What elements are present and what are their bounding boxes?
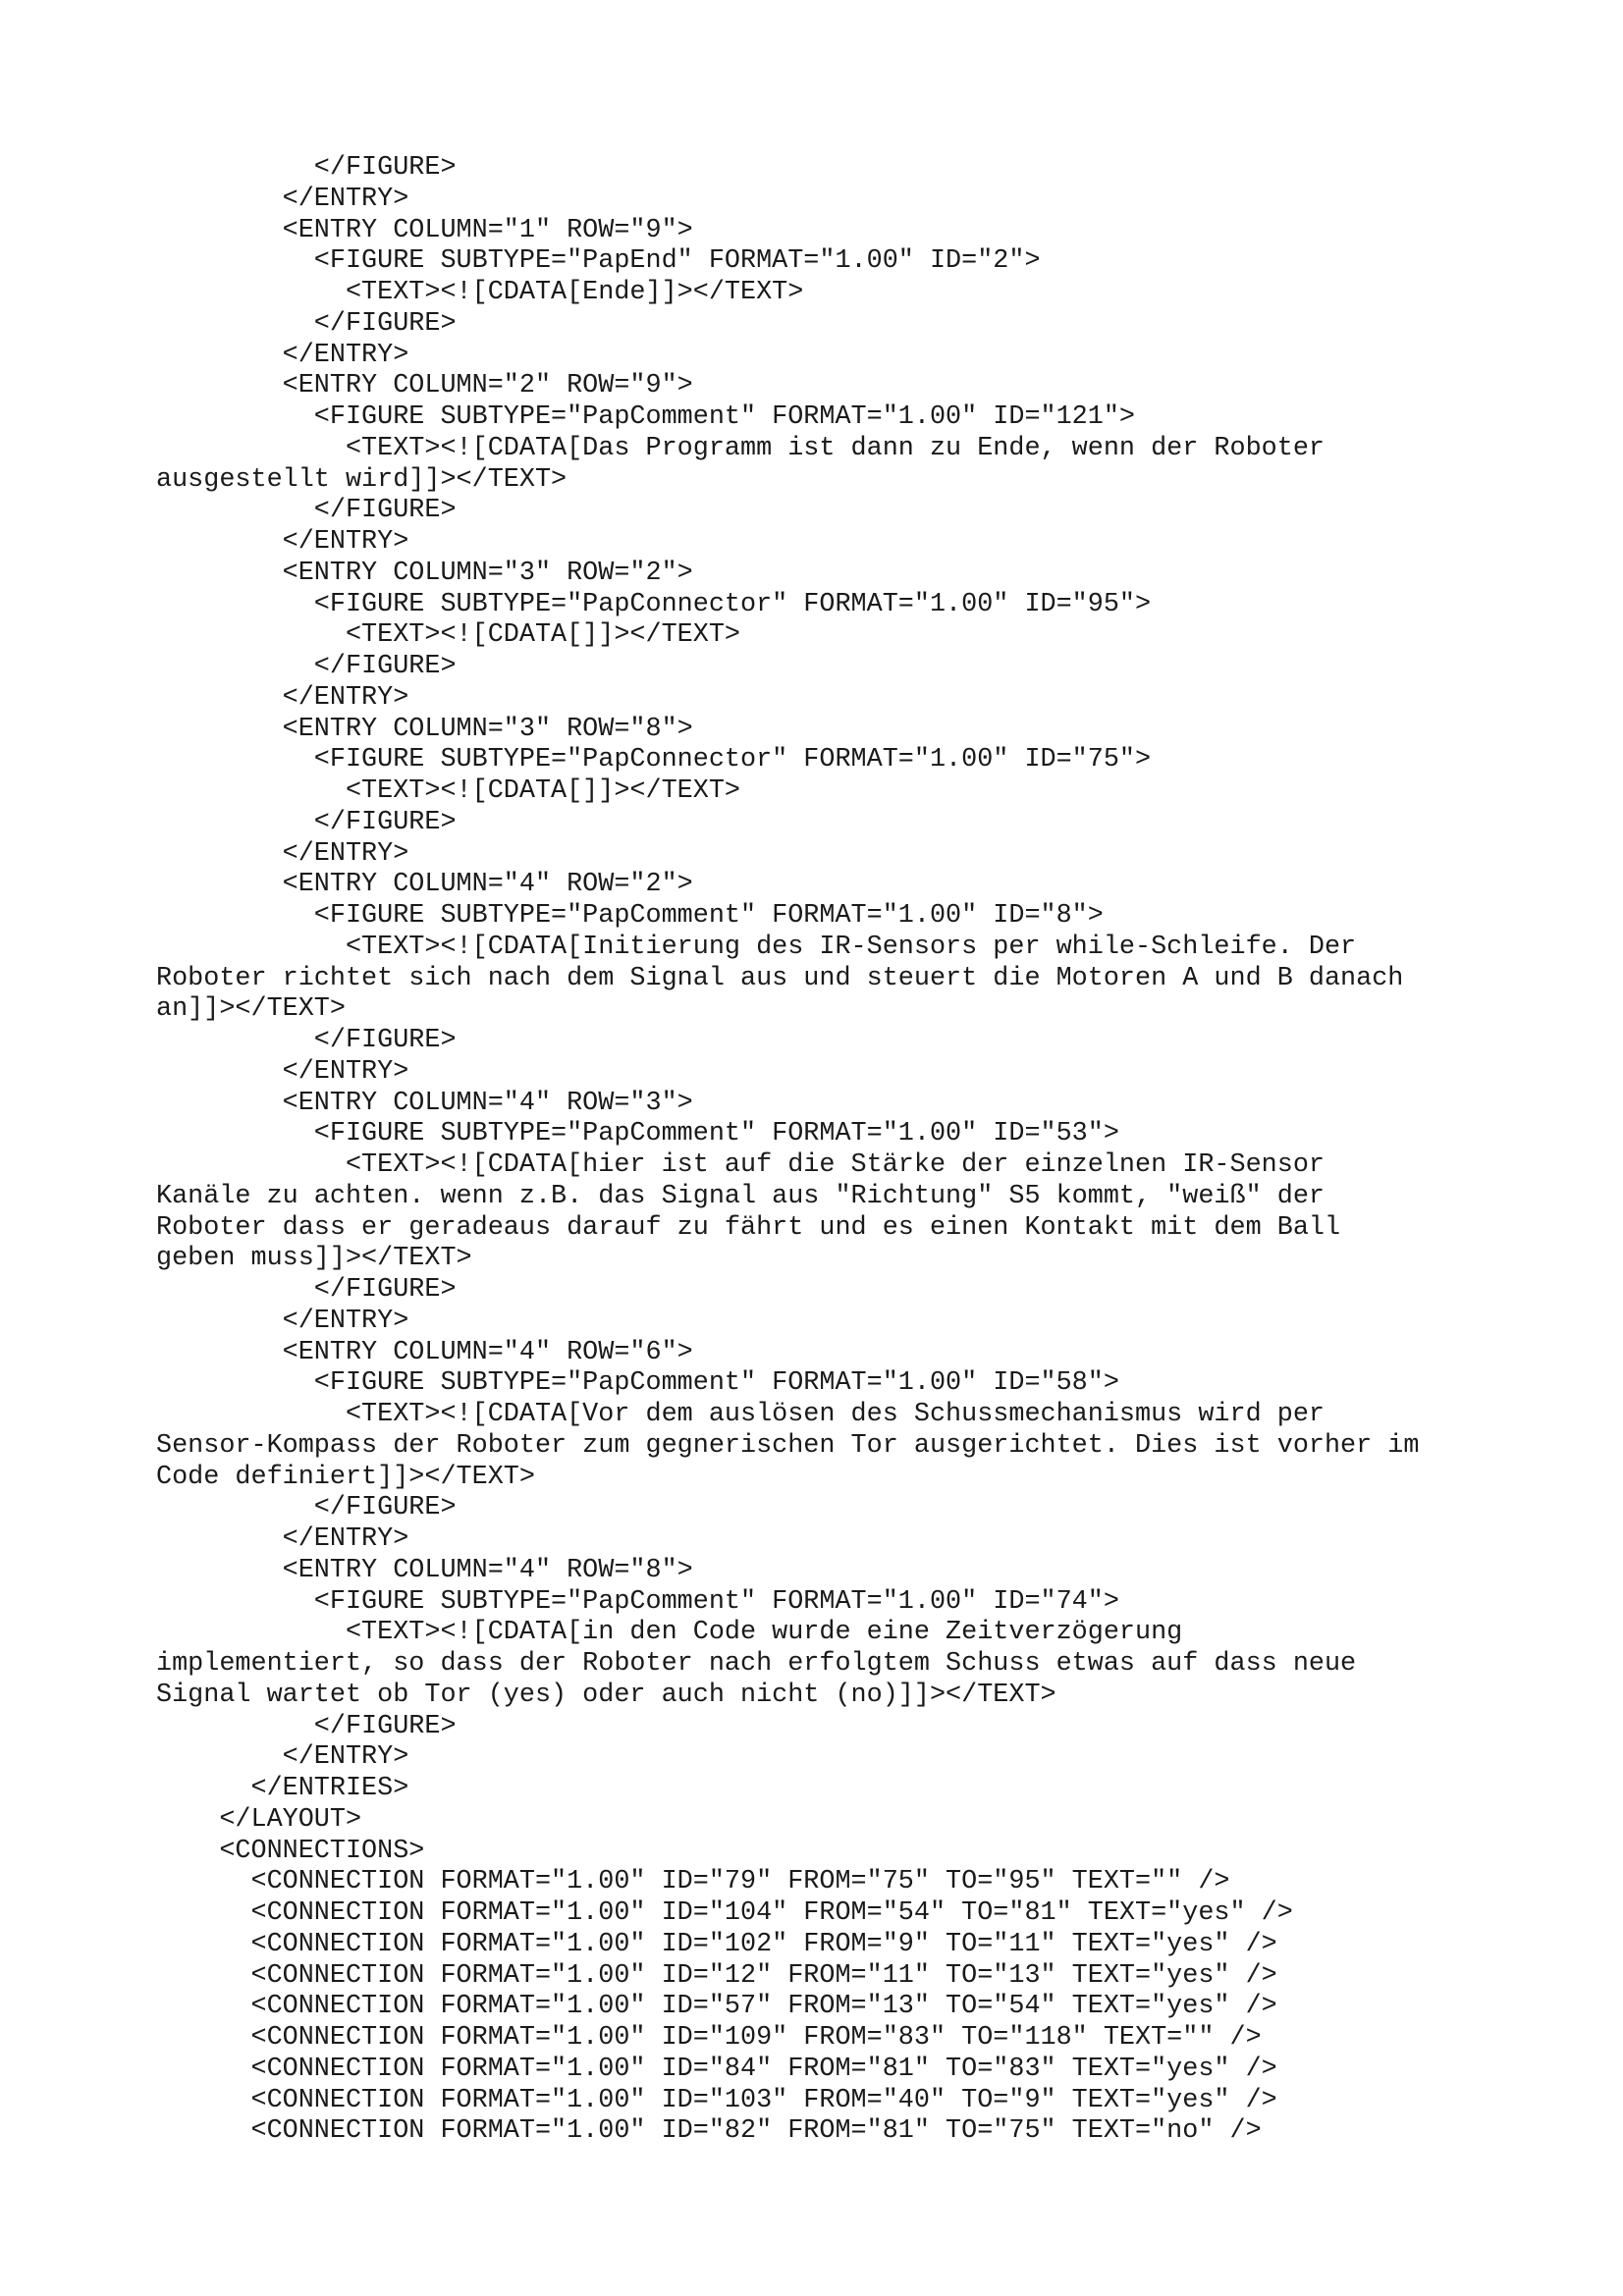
code-line: <TEXT><![CDATA[hier ist auf die Stärke der einzelnen IR-Sensor [156,1150,1325,1180]
code-line: <CONNECTION FORMAT="1.00" ID="103" FROM="40" TO="9" TEXT="yes" /> [156,2085,1277,2115]
code-line: <CONNECTION FORMAT="1.00" ID="79" FROM="75" TO="95" TEXT="" /> [156,1867,1230,1897]
code-line: <TEXT><![CDATA[Das Programm ist dann zu Ende, wenn der Roboter [156,433,1325,463]
code-line: </ENTRY> [156,1306,409,1336]
code-line: <FIGURE SUBTYPE="PapComment" FORMAT="1.00" ID="121"> [156,402,1136,432]
code-line: Roboter dass er geradeaus darauf zu fährt und es einen Kontakt mit dem Ball [156,1212,1341,1243]
code-line: <TEXT><![CDATA[Vor dem auslösen des Schussmechanismus wird per [156,1400,1325,1429]
code-line: <CONNECTION FORMAT="1.00" ID="82" FROM="81" TO="75" TEXT="no" /> [156,2116,1262,2147]
code-line: </FIGURE> [156,1711,457,1741]
code-line: <TEXT><![CDATA[]]></TEXT> [156,776,740,806]
code-line: </FIGURE> [156,153,457,183]
code-line: <CONNECTIONS> [156,1836,425,1866]
code-line: </ENTRY> [156,1742,409,1773]
code-line: <CONNECTION FORMAT="1.00" ID="57" FROM="13" TO="54" TEXT="yes" /> [156,1992,1277,2022]
code-line: <FIGURE SUBTYPE="PapConnector" FORMAT="1.00" ID="95"> [156,589,1152,619]
xml-code-listing [156,153,1531,2148]
code-line: </ENTRY> [156,1056,409,1087]
code-line: <FIGURE SUBTYPE="PapConnector" FORMAT="1.00" ID="75"> [156,745,1152,775]
code-line: an]]></TEXT> [156,994,346,1025]
code-line: <CONNECTION FORMAT="1.00" ID="109" FROM="83" TO="118" TEXT="" /> [156,2023,1262,2053]
code-line: </ENTRY> [156,527,409,557]
code-line: <FIGURE SUBTYPE="PapComment" FORMAT="1.00" ID="58"> [156,1368,1119,1399]
code-line: </FIGURE> [156,1026,457,1055]
code-line: <CONNECTION FORMAT="1.00" ID="102" FROM="9" TO="11" TEXT="yes" /> [156,1929,1277,1959]
code-line: </ENTRY> [156,1524,409,1554]
code-line: <FIGURE SUBTYPE="PapEnd" FORMAT="1.00" ID="2"> [156,246,1041,277]
code-line: Signal wartet ob Tor (yes) oder auch nicht (no)]]></TEXT> [156,1680,1056,1710]
code-line: <FIGURE SUBTYPE="PapComment" FORMAT="1.00" ID="8"> [156,901,1104,931]
code-line: <FIGURE SUBTYPE="PapComment" FORMAT="1.00" ID="74"> [156,1586,1119,1617]
code-line: <CONNECTION FORMAT="1.00" ID="84" FROM="81" TO="83" TEXT="yes" /> [156,2054,1277,2084]
code-line: </FIGURE> [156,496,457,526]
code-line: <ENTRY COLUMN="4" ROW="6"> [156,1337,693,1367]
code-line: Roboter richtet sich nach dem Signal aus und steuert die Motoren A und B danach [156,963,1404,993]
code-line: <ENTRY COLUMN="2" ROW="9"> [156,371,693,401]
code-line: </FIGURE> [156,1275,457,1305]
code-line: <TEXT><![CDATA[Ende]]></TEXT> [156,278,804,307]
code-line: </ENTRIES> [156,1774,409,1803]
code-line: geben muss]]></TEXT> [156,1244,472,1274]
code-line: <ENTRY COLUMN="4" ROW="3"> [156,1088,693,1118]
code-line: </ENTRY> [156,184,409,214]
code-line: </LAYOUT> [156,1804,362,1835]
code-line: <CONNECTION FORMAT="1.00" ID="104" FROM="54" TO="81" TEXT="yes" /> [156,1898,1293,1928]
code-line: <TEXT><![CDATA[in den Code wurde eine Zeitverzögerung [156,1618,1183,1648]
code-line: <ENTRY COLUMN="3" ROW="8"> [156,714,693,744]
code-line: <ENTRY COLUMN="4" ROW="8"> [156,1555,693,1585]
code-line: Kanäle zu achten. wenn z.B. das Signal aus "Richtung" S5 kommt, "weiß" der [156,1181,1325,1211]
code-line: Sensor-Kompass der Roboter zum gegnerischen Tor ausgerichtet. Dies ist vorher im [156,1430,1420,1461]
code-line: </ENTRY> [156,340,409,370]
code-line: <ENTRY COLUMN="4" ROW="2"> [156,870,693,900]
code-line: </ENTRY> [156,838,409,869]
code-line: <ENTRY COLUMN="3" ROW="2"> [156,558,693,588]
code-line: <TEXT><![CDATA[Initierung des IR-Sensors per while-Schleife. Der [156,932,1357,962]
code-line: <FIGURE SUBTYPE="PapComment" FORMAT="1.00" ID="53"> [156,1119,1119,1149]
code-line: </FIGURE> [156,652,457,681]
code-line: <ENTRY COLUMN="1" ROW="9"> [156,215,693,245]
code-line: </FIGURE> [156,1493,457,1523]
code-line: Code definiert]]></TEXT> [156,1462,535,1492]
code-line: ausgestellt wird]]></TEXT> [156,464,568,495]
code-line: <TEXT><![CDATA[]]></TEXT> [156,620,740,651]
code-line: implementiert, so dass der Roboter nach erfolgtem Schuss etwas auf dass neue [156,1649,1357,1679]
code-line: </FIGURE> [156,308,457,339]
code-line: </ENTRY> [156,682,409,713]
code-line: </FIGURE> [156,807,457,837]
code-line: <CONNECTION FORMAT="1.00" ID="12" FROM="11" TO="13" TEXT="yes" /> [156,1960,1277,1991]
